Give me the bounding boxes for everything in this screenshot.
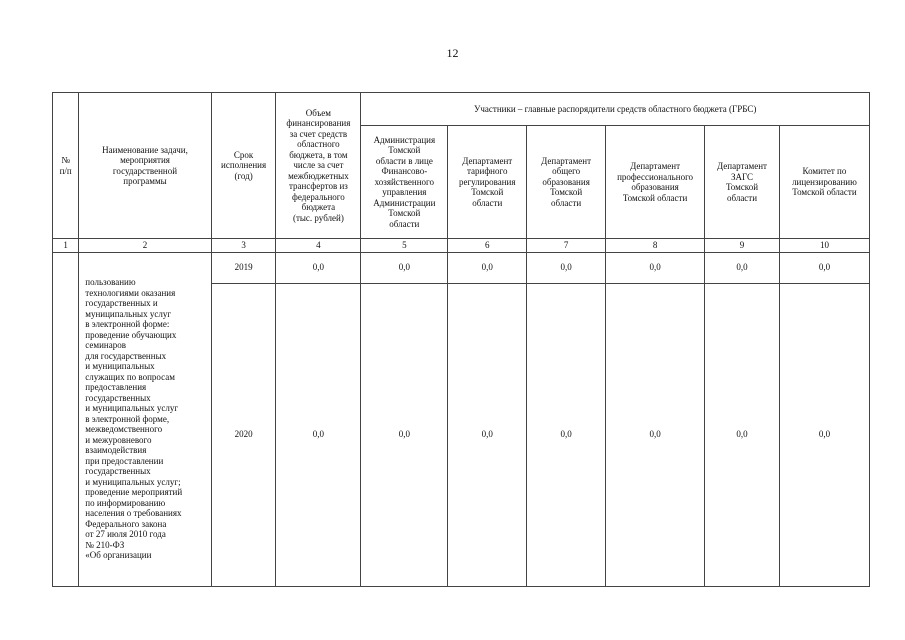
column-number: 5 <box>361 239 448 253</box>
header-term: Срок исполнения (год) <box>211 93 276 239</box>
header-participant-2: Департамент тарифного регулирования Томской области <box>448 126 527 239</box>
column-number: 4 <box>276 239 361 253</box>
value-cell: 0,0 <box>361 252 448 283</box>
value-cell: 0,0 <box>779 283 869 586</box>
header-participants: Участники – главные распорядители средств областного бюджета (ГРБС) <box>361 93 870 126</box>
value-cell: 0,0 <box>606 283 705 586</box>
header-num: № п/п <box>53 93 79 239</box>
column-number: 3 <box>211 239 276 253</box>
column-number: 2 <box>79 239 211 253</box>
header-participant-3: Департамент общего образования Томской области <box>527 126 606 239</box>
budget-table <box>52 92 870 587</box>
column-number: 1 <box>53 239 79 253</box>
header-volume: Объем финансирования за счет средств областного бюджета, в том числе за счет межбюджетных трансфертов из федерального бюджета (тыс. рублей) <box>276 93 361 239</box>
header-participant-1: Администрация Томской области в лице Финансово- хозяйственного управления Администрации Томской области <box>361 126 448 239</box>
value-cell: 0,0 <box>705 252 780 283</box>
column-number: 6 <box>448 239 527 253</box>
value-cell: 0,0 <box>276 252 361 283</box>
column-number: 8 <box>606 239 705 253</box>
value-cell: 0,0 <box>448 283 527 586</box>
value-cell: 0,0 <box>361 283 448 586</box>
value-cell: 0,0 <box>276 283 361 586</box>
value-cell: 0,0 <box>527 252 606 283</box>
header-participant-4: Департамент профессионального образования Томской области <box>606 126 705 239</box>
value-cell: 0,0 <box>527 283 606 586</box>
value-cell: 0,0 <box>779 252 869 283</box>
header-name: Наименование задачи, мероприятия государственной программы <box>79 93 211 239</box>
header-participant-6: Комитет по лицензированию Томской области <box>779 126 869 239</box>
page-number: 12 <box>446 46 459 60</box>
column-number: 10 <box>779 239 869 253</box>
value-cell: 0,0 <box>606 252 705 283</box>
column-numbers-row <box>53 239 870 253</box>
column-number: 7 <box>527 239 606 253</box>
value-cell: 0,0 <box>448 252 527 283</box>
task-description: пользованию технологиями оказания государственных и муниципальных услуг в электронной форме: проведение обучающих семинаров для государственных и муниципальных служащих по вопросам предоставления государственных и муниципальных услуг в электронной форме, межведомственного и межуровневого взаимодействия при предоставлении государственных и муниципальных услуг; проведение мероприятий по информированию населения о требованиях Федерального закона от 27 июля 2010 года № 210-ФЗ «Об организации <box>79 252 211 586</box>
header-participant-5: Департамент ЗАГС Томской области <box>705 126 780 239</box>
row-num-cell <box>53 252 79 586</box>
column-number: 9 <box>705 239 780 253</box>
table-row <box>53 252 870 283</box>
value-cell: 0,0 <box>705 283 780 586</box>
year-cell: 2019 <box>211 252 276 283</box>
year-cell: 2020 <box>211 283 276 586</box>
